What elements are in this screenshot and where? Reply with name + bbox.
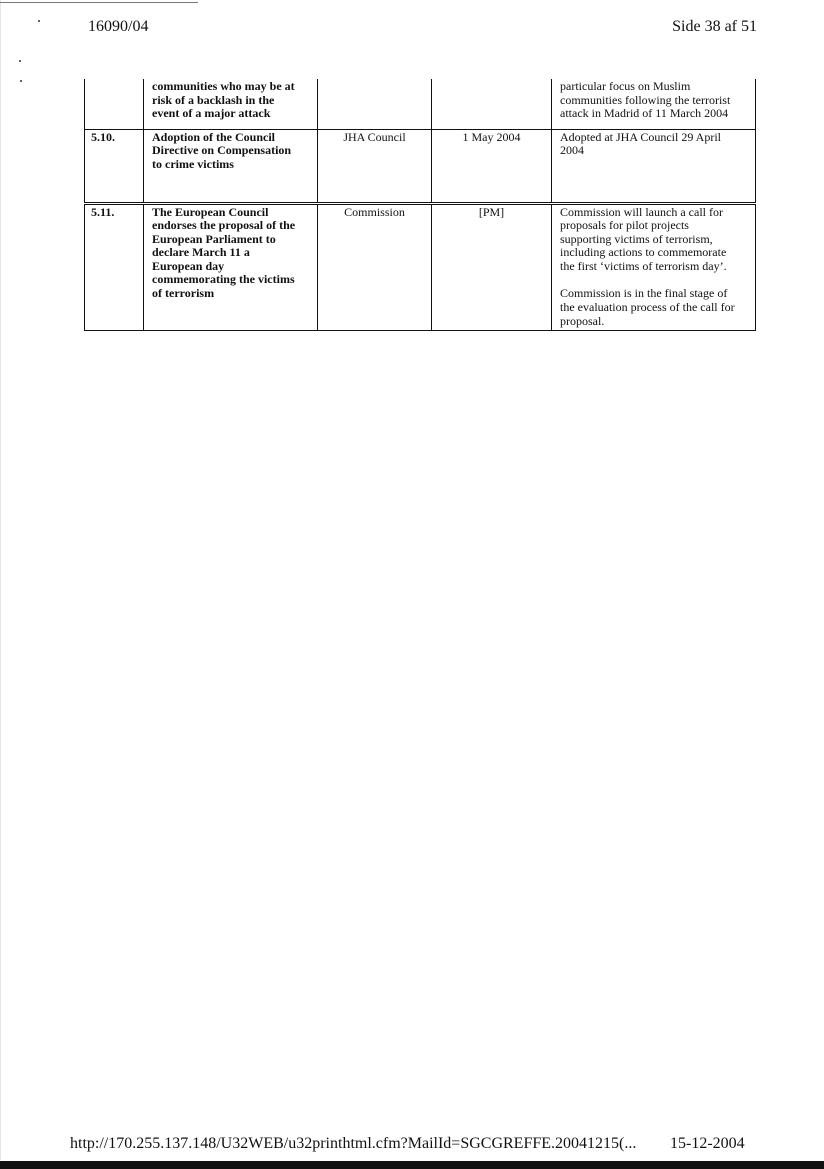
deadline-cell: 1 May 2004 xyxy=(432,129,552,203)
document-id: 16090/04 xyxy=(88,18,149,35)
text-line: Adoption of the Council xyxy=(152,129,276,144)
action-cell xyxy=(144,203,318,331)
scan-bottom-edge xyxy=(0,1161,824,1169)
responsible-cell: JHA Council xyxy=(318,129,432,203)
page-edge-line xyxy=(0,0,1,1160)
status-cell xyxy=(552,203,756,331)
status-cell xyxy=(552,129,756,203)
text-line: risk of a backlash in the xyxy=(152,92,275,107)
table-row xyxy=(85,129,756,203)
text-line: of terrorism xyxy=(152,286,215,301)
text-line: declare March 11 a xyxy=(152,245,250,260)
row-number xyxy=(85,79,144,129)
responsible-cell xyxy=(318,79,432,129)
scan-speck xyxy=(38,20,40,22)
text-line: communities following the terrorist xyxy=(560,92,731,107)
deadline-cell xyxy=(432,79,552,129)
scan-speck xyxy=(19,60,21,62)
text-line: to crime victims xyxy=(152,156,234,171)
status-cell xyxy=(552,79,756,129)
text-line: Commission is in the final stage of xyxy=(560,286,728,301)
source-url: http://170.255.137.148/U32WEB/u32printhtml.cfm?MailId=SGCGREFFE.20041215(... xyxy=(70,1135,637,1152)
table-row xyxy=(85,203,756,331)
scan-speck xyxy=(20,80,22,82)
page-header xyxy=(88,18,757,40)
action-table xyxy=(84,79,756,331)
header-rule xyxy=(0,2,198,3)
text-line: European Parliament to xyxy=(152,231,276,246)
text-line: the first ‘victims of terrorism day’. xyxy=(560,258,727,273)
text-line: event of a major attack xyxy=(152,106,271,121)
paragraph-gap xyxy=(560,273,747,287)
text-line: Adopted at JHA Council 29 April xyxy=(560,129,721,144)
responsible-cell: Commission xyxy=(318,203,432,331)
text-line: attack in Madrid of 11 March 2004 xyxy=(560,106,729,121)
table-row xyxy=(85,79,756,129)
action-cell xyxy=(144,79,318,129)
text-line: endorses the proposal of the xyxy=(152,218,296,233)
action-cell xyxy=(144,129,318,203)
text-line: proposal. xyxy=(560,313,605,328)
text-line: European day xyxy=(152,258,225,273)
row-number: 5.11. xyxy=(85,203,144,331)
text-line: particular focus on Muslim xyxy=(560,79,691,93)
text-line: proposals for pilot projects xyxy=(560,218,689,233)
text-line: The European Council xyxy=(152,204,269,219)
text-line: commemorating the victims xyxy=(152,272,295,287)
text-line: the evaluation process of the call for xyxy=(560,300,735,315)
row-number: 5.10. xyxy=(85,129,144,203)
print-date: 15-12-2004 xyxy=(670,1135,745,1152)
deadline-cell: [PM] xyxy=(432,203,552,331)
text-line: 2004 xyxy=(560,143,584,158)
text-line: Directive on Compensation xyxy=(152,143,292,158)
text-line: communities who may be at xyxy=(152,79,295,93)
text-line: Commission will launch a call for xyxy=(560,204,723,219)
page-number: Side 38 af 51 xyxy=(672,18,757,35)
text-line: supporting victims of terrorism, xyxy=(560,231,713,246)
text-line: including actions to commemorate xyxy=(560,245,727,260)
